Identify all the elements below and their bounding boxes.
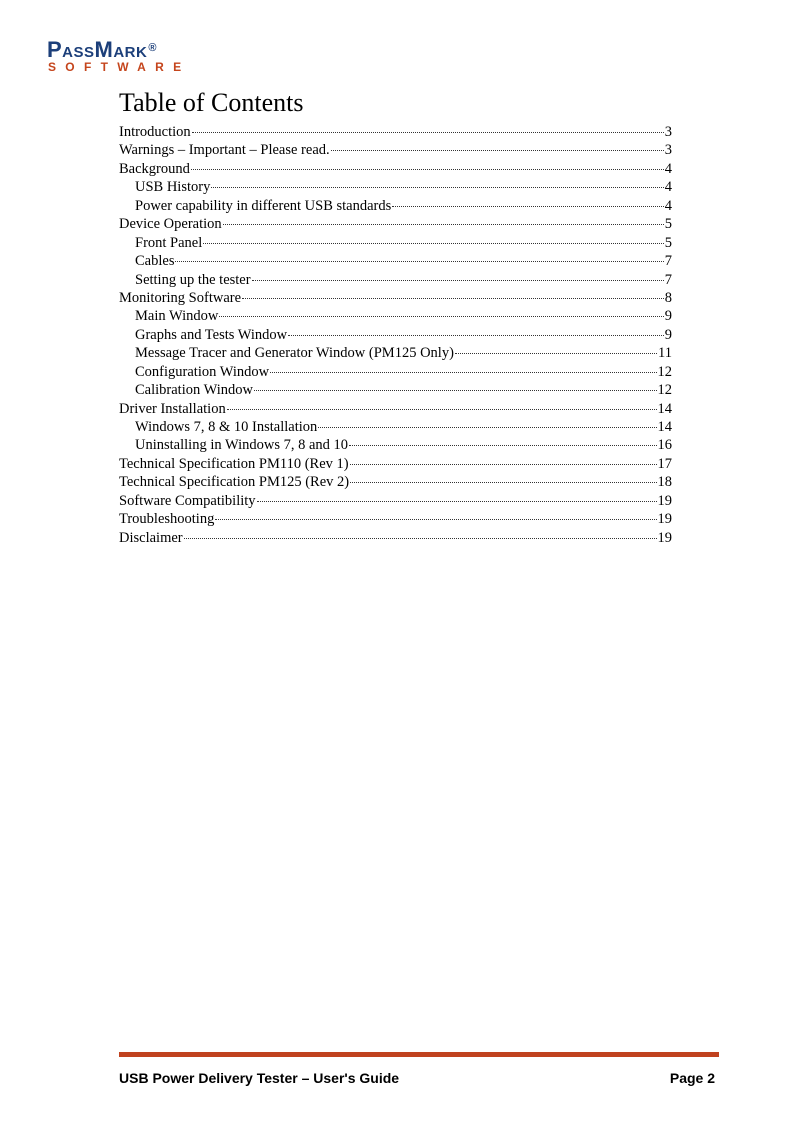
toc-entry-label: Background <box>119 160 190 177</box>
toc-entry[interactable] <box>119 400 672 418</box>
toc-entry-page: 19 <box>657 492 672 509</box>
toc-entry[interactable] <box>119 381 672 399</box>
toc-entry[interactable] <box>119 326 672 344</box>
toc-entry-page: 12 <box>657 382 672 399</box>
toc-entry-label: Technical Specification PM125 (Rev 2) <box>119 474 350 491</box>
toc-entry[interactable] <box>119 418 672 436</box>
toc-dot-leader <box>211 187 663 188</box>
registered-mark: ® <box>148 42 157 54</box>
toc-entry-page: 8 <box>664 289 672 306</box>
toc-entry[interactable] <box>119 141 672 159</box>
toc-entry-label: Device Operation <box>119 216 222 233</box>
toc-dot-leader <box>215 519 656 520</box>
toc-entry-page: 19 <box>657 529 672 546</box>
toc-entry-page: 3 <box>664 142 672 159</box>
toc-entry[interactable] <box>119 123 672 141</box>
toc-dot-leader <box>184 538 657 539</box>
toc-entry-label: Disclaimer <box>119 529 183 546</box>
toc-entry-page: 4 <box>664 179 672 196</box>
toc-entry-page: 5 <box>664 216 672 233</box>
toc-entry-label: Warnings – Important – Please read. <box>119 142 330 159</box>
toc-dot-leader <box>192 132 664 133</box>
logo-main-text: PassMark <box>47 37 148 62</box>
toc-title: Table of Contents <box>119 88 304 117</box>
toc-entry-page: 18 <box>657 474 672 491</box>
toc-dot-leader <box>191 169 664 170</box>
toc-entry[interactable] <box>119 271 672 289</box>
toc-entry[interactable] <box>119 344 672 362</box>
footer-page-number: Page 2 <box>669 1070 715 1086</box>
toc-dot-leader <box>270 372 656 373</box>
toc-dot-leader <box>254 390 657 391</box>
footer-rule <box>119 1052 719 1057</box>
toc-entry-label: Windows 7, 8 & 10 Installation <box>135 419 318 435</box>
toc-entry[interactable] <box>119 473 672 491</box>
toc-entry-page: 17 <box>657 455 672 472</box>
toc-entry-page: 16 <box>657 437 672 454</box>
toc-dot-leader <box>203 243 663 244</box>
toc-dot-leader <box>219 316 663 317</box>
toc-entry-page: 19 <box>657 511 672 528</box>
toc-entry[interactable] <box>119 215 672 233</box>
toc-entry-page: 12 <box>657 363 672 380</box>
toc-entry-page: 4 <box>664 160 672 177</box>
toc-entry[interactable] <box>119 234 672 252</box>
toc-entry[interactable] <box>119 289 672 307</box>
toc-entry-page: 9 <box>664 308 672 325</box>
toc-dot-leader <box>223 224 664 225</box>
toc-entry-label: Driver Installation <box>119 400 226 417</box>
toc-dot-leader <box>350 482 656 483</box>
toc-entry-label: Monitoring Software <box>119 289 242 306</box>
toc-entry-page: 14 <box>657 419 672 435</box>
toc-dot-leader <box>242 298 664 299</box>
toc-entry-label: Front Panel <box>135 234 203 251</box>
toc-dot-leader <box>175 261 663 262</box>
footer-document-title: USB Power Delivery Tester – User's Guide <box>119 1070 400 1086</box>
toc-dot-leader <box>227 409 657 410</box>
toc-entry-label: Configuration Window <box>135 363 270 380</box>
toc-entry-label: Uninstalling in Windows 7, 8 and 10 <box>135 437 349 454</box>
toc-entry-page: 5 <box>664 234 672 251</box>
toc-entry-label: Technical Specification PM110 (Rev 1) <box>119 455 349 472</box>
toc-entry-page: 4 <box>664 197 672 214</box>
toc-entry-page: 14 <box>657 400 672 417</box>
toc-entry-page: 11 <box>658 345 672 362</box>
toc-entry-label: USB History <box>135 179 211 196</box>
toc-entry-page: 9 <box>664 326 672 343</box>
toc-entry-label: Calibration Window <box>135 382 253 399</box>
toc-entry-label: Graphs and Tests Window <box>135 326 288 343</box>
toc-entry[interactable] <box>119 510 672 528</box>
toc-entry[interactable] <box>119 436 672 454</box>
toc-entry[interactable] <box>119 455 672 473</box>
toc-entry-label: Troubleshooting <box>119 511 215 528</box>
passmark-logo <box>47 38 217 78</box>
toc-dot-leader <box>331 150 664 151</box>
toc-entry[interactable] <box>119 492 672 510</box>
toc-entry-page: 7 <box>664 253 672 270</box>
toc-dot-leader <box>288 335 664 336</box>
logo-subtext: SOFTWARE <box>48 60 191 74</box>
toc-entry[interactable] <box>119 197 672 215</box>
toc-entry-page: 7 <box>664 271 672 288</box>
toc-entry[interactable] <box>119 529 672 547</box>
table-of-contents <box>119 123 672 547</box>
toc-dot-leader <box>350 464 657 465</box>
toc-entry[interactable] <box>119 363 672 381</box>
toc-entry-label: Cables <box>135 253 175 270</box>
toc-entry[interactable] <box>119 178 672 196</box>
toc-dot-leader <box>349 445 656 446</box>
toc-dot-leader <box>252 280 664 281</box>
toc-entry-label: Main Window <box>135 308 219 325</box>
toc-entry[interactable] <box>119 252 672 270</box>
toc-entry[interactable] <box>119 307 672 325</box>
toc-entry-label: Message Tracer and Generator Window (PM125 Only) <box>135 345 454 362</box>
logo-wordmark <box>47 38 157 62</box>
toc-entry-label: Setting up the tester <box>135 271 251 288</box>
toc-entry-label: Software Compatibility <box>119 492 256 509</box>
toc-entry-label: Power capability in different USB standards <box>135 197 392 214</box>
toc-dot-leader <box>455 353 657 354</box>
toc-entry-page: 3 <box>664 124 672 140</box>
toc-dot-leader <box>257 501 657 502</box>
toc-dot-leader <box>318 427 656 428</box>
toc-entry-label: Introduction <box>119 124 191 140</box>
toc-entry[interactable] <box>119 160 672 178</box>
toc-dot-leader <box>392 206 664 207</box>
